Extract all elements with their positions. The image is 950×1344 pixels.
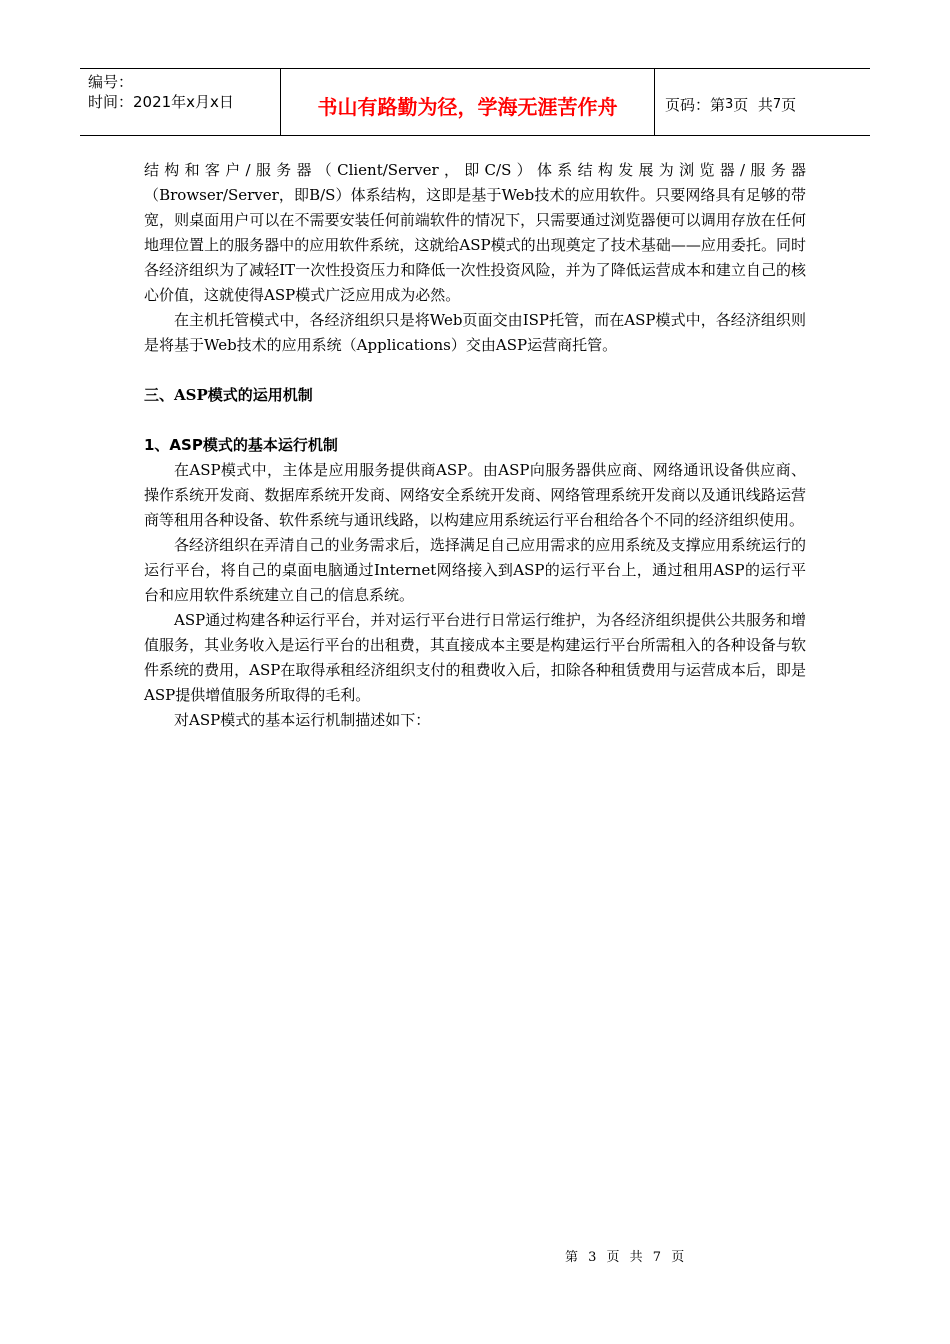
page-header: [80, 68, 870, 136]
section-heading: 三、ASP模式的运用机制: [144, 386, 313, 404]
header-page-total: 7: [772, 96, 782, 112]
header-page-current: 3: [725, 96, 734, 112]
body-paragraph: 在主机托管模式中，各经济组织只是将Web页面交由ISP托管，而在ASP模式中，各经济组织则是将基于Web技术的应用系统（Applications）交由ASP运营商托管。: [144, 311, 806, 354]
header-page-middle: 页 共: [733, 95, 773, 114]
paragraph-gap: [144, 408, 806, 433]
header-page-cell: [655, 69, 870, 135]
header-page-prefix: 页码：第: [665, 95, 726, 114]
paragraph-gap: [144, 358, 806, 383]
body-paragraph: 对ASP模式的基本运行机制描述如下：: [174, 711, 431, 729]
body-paragraph: ASP通过构建各种运行平台，并对运行平台进行日常运行维护，为各经济组织提供公共服务和增值服务，其业务收入是运行平台的出租费，其直接成本主要是构建运行平台所需租入的各种设备与软件系统的费用，ASP在取得承租经济组织支付的租费收入后，扣除各种租赁费用与运营成本后，即是ASP提供增值服务所取得的毛利。: [144, 611, 806, 704]
body-paragraph: 在ASP模式中，主体是应用服务提供商ASP。由ASP向服务器供应商、网络通讯设备供应商、操作系统开发商、数据库系统开发商、网络安全系统开发商、网络管理系统开发商以及通讯线路运营商等租用各种设备、软件系统与通讯线路，以构建应用系统运行平台租给各个不同的经济组织使用。: [144, 461, 806, 529]
header-motto-cell: [281, 69, 655, 135]
header-motto: 书山有路勤为径，学海无涯苦作舟: [317, 94, 618, 119]
document-body: [144, 158, 806, 733]
body-paragraph: 各经济组织在弄清自己的业务需求后，选择满足自己应用需求的应用系统及支撑应用系统运行的运行平台，将自己的桌面电脑通过Internet网络接入到ASP的运行平台上，通过租用ASP的运行平台和应用软件系统建立自己的信息系统。: [144, 536, 806, 604]
page-footer: 第 3 页 共 7 页: [565, 1250, 685, 1265]
header-page-suffix: 页: [781, 95, 797, 114]
subsection-heading: 1、ASP模式的基本运行机制: [144, 436, 338, 454]
body-paragraph: 结构和客户/服务器（Client/Server，即C/S）体系结构发展为浏览器/服务器（Browser/Server，即B/S）体系结构，这即是基于Web技术的应用软件。只要网络具有足够的带宽，则桌面用户可以在不需要安装任何前端软件的情况下，只需要通过浏览器便可以调用存放在任何地理位置上的服务器中的应用软件系统，这就给ASP模式的出现奠定了技术基础——应用委托。同时各经济组织为了减轻IT一次性投资压力和降低一次性投资风险，并为了降低运营成本和建立自己的核心价值，这就使得ASP模式广泛应用成为必然。: [144, 161, 806, 304]
header-code-label: 编号：: [88, 73, 134, 91]
header-date-label: 时间：2021年x月x日: [88, 93, 234, 111]
header-info-cell: [80, 69, 281, 135]
